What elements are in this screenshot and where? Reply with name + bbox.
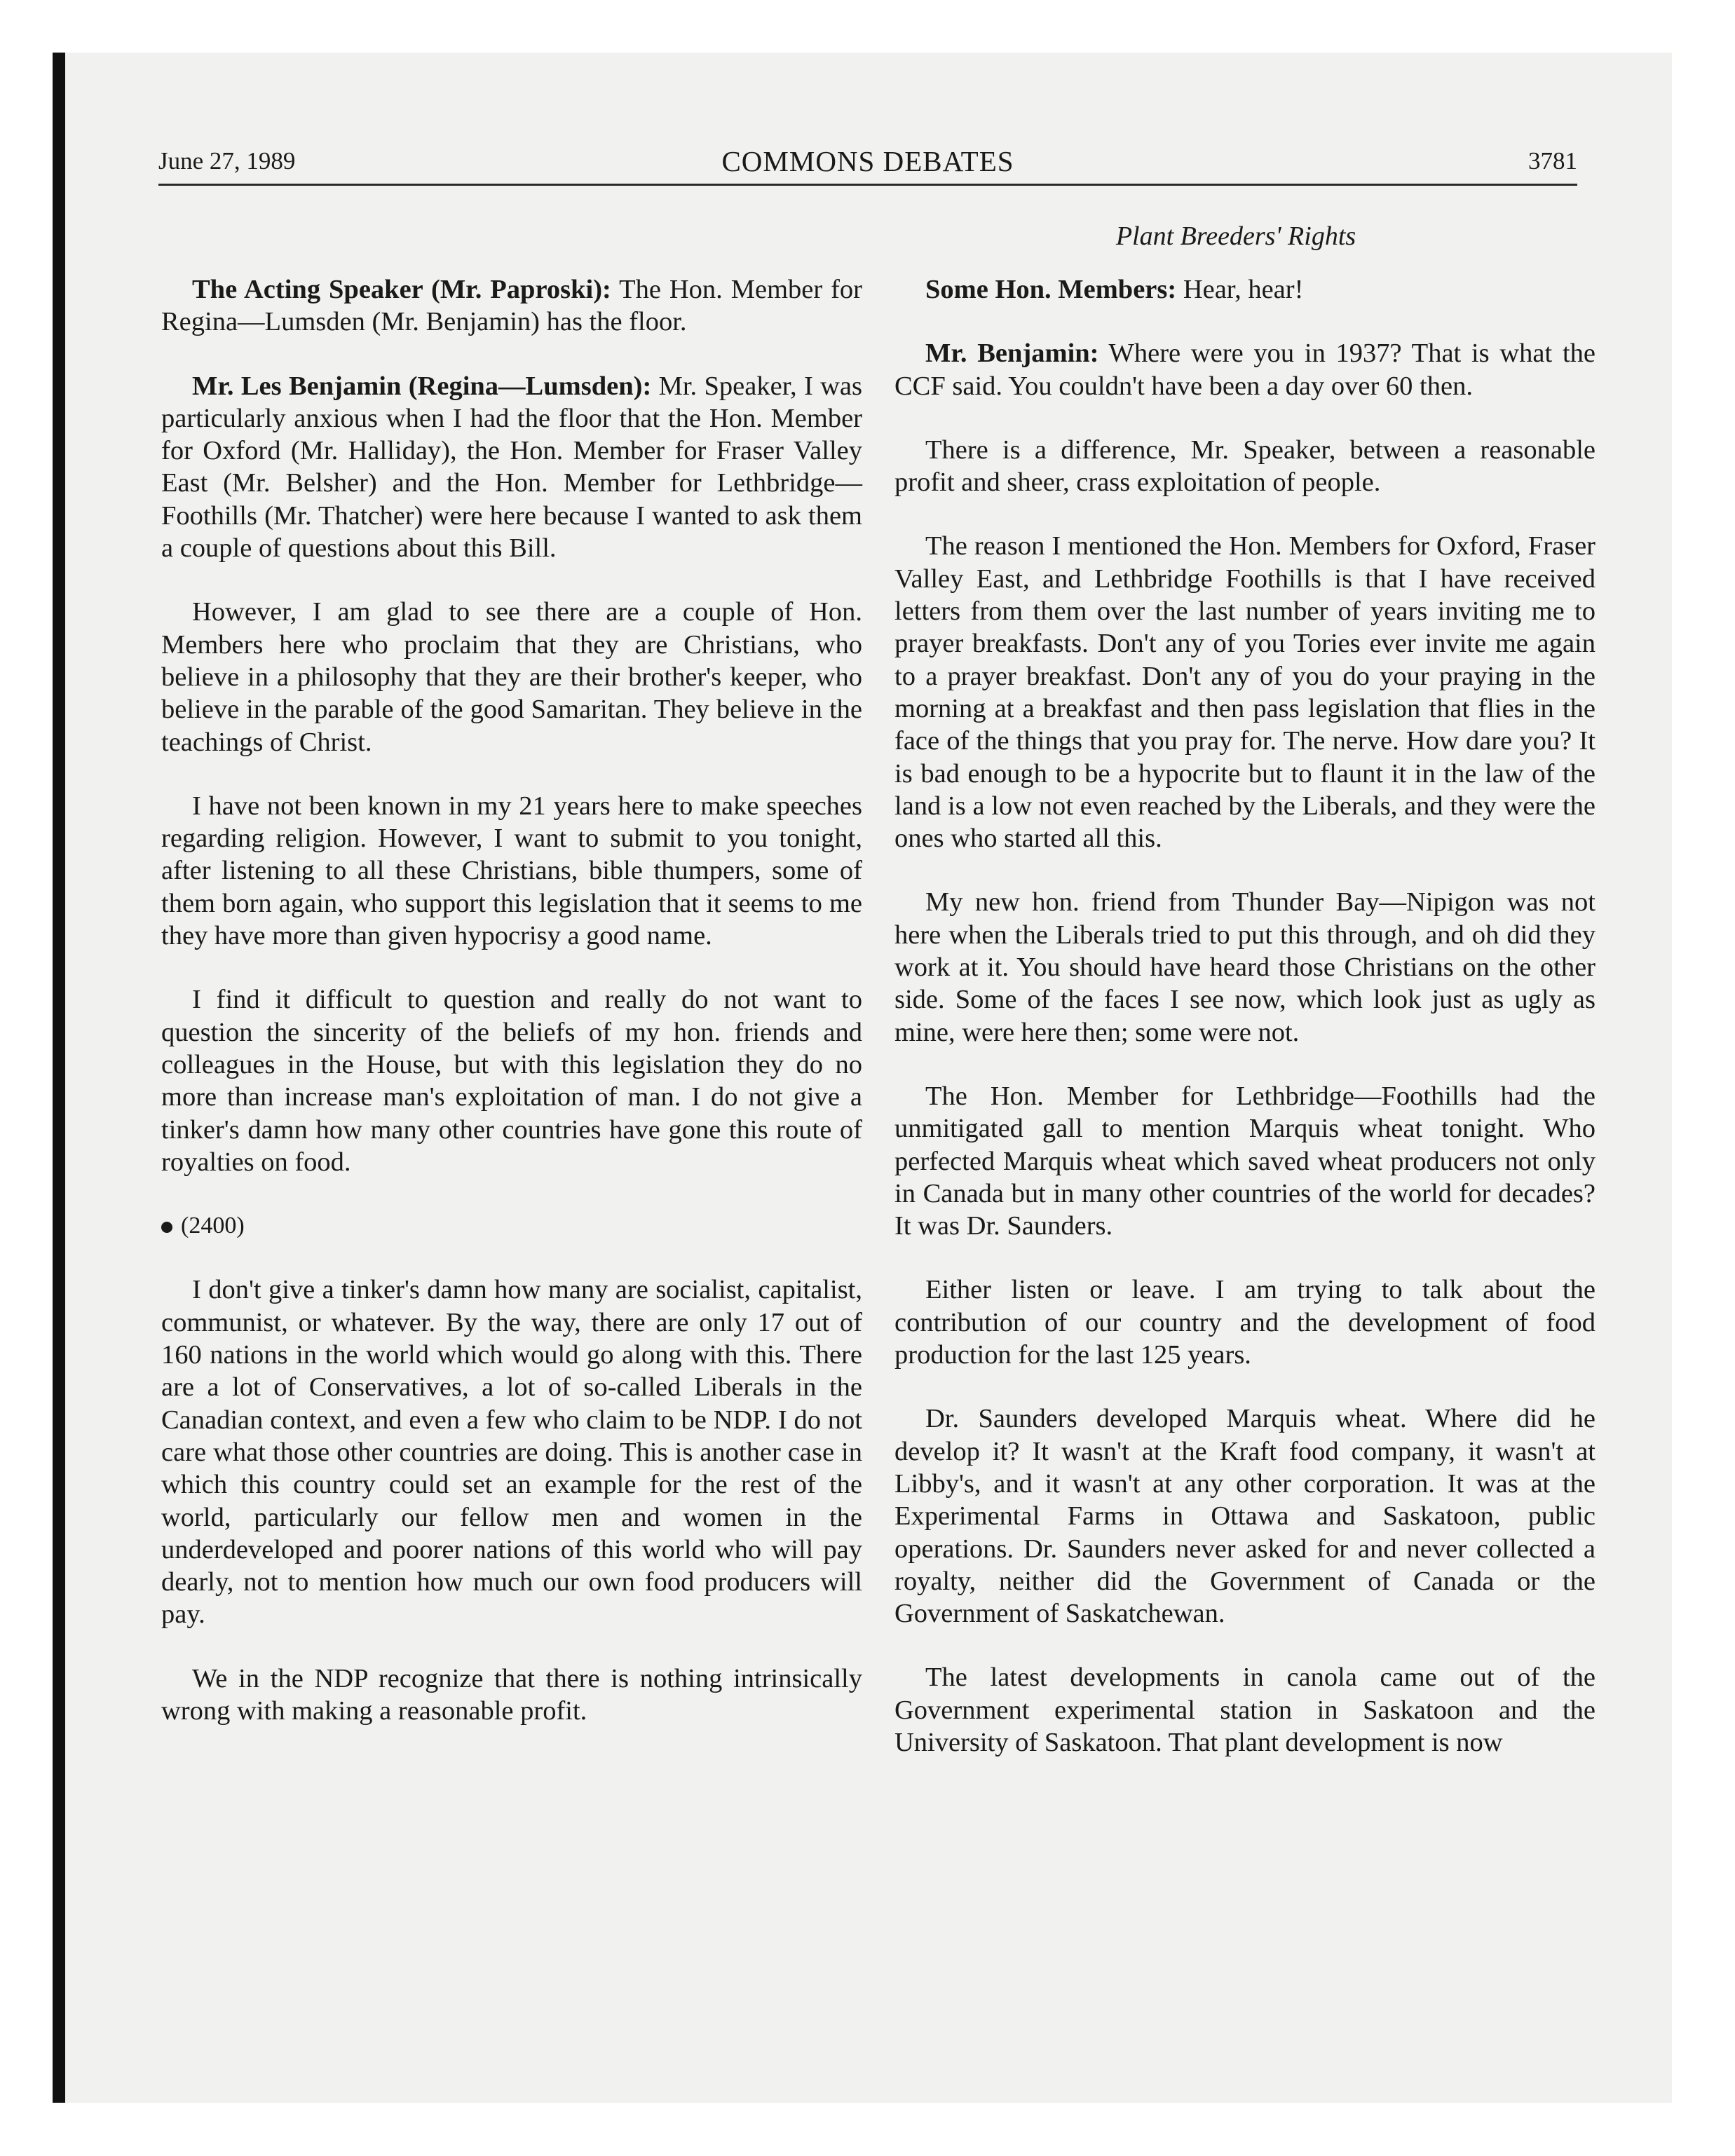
paragraph-text: I have not been known in my 21 years here to make speeches regarding religion. However, I want to submit to you tonight, after listening to all these Christians, bible thumpers, some of them born again, who support this legislation that it seems to me they have more than given hypocrisy a good name.	[161, 791, 862, 951]
paragraph-text: The Hon. Member for Regina—Lumsden (Mr. Benjamin) has the floor.	[161, 275, 863, 337]
bullet-icon	[161, 1222, 172, 1233]
paragraph-text: Where were you in 1937? That is what the CCF said. You couldn't have been a day over 60 then.	[894, 339, 1595, 401]
paragraph	[894, 337, 1595, 402]
paragraph	[894, 1661, 1595, 1759]
header-date: June 27, 1989	[158, 147, 296, 175]
paragraph	[894, 273, 1595, 306]
paragraph-text: I don't give a tinker's damn how many are socialist, capitalist, communist, or whatever. By the way, there are only 17 out of 160 nations in the world which would go along with this. There are a lot of Conservatives, a lot of so-called Liberals in the Canadian context, and even a few who claim to be NDP. I do not care what those other countries are doing. This is another case in which this country could set an example for the rest of the world, particularly our fellow men and women in the underdeveloped and poorer nations of this world who will pay dearly, not to mention how much our own food producers will pay.	[161, 1275, 862, 1630]
paragraph-text: The reason I mentioned the Hon. Members for Oxford, Fraser Valley East, and Lethbridge Foothills is that I have received letters from them over the last number of years inviting me to prayer breakfasts. Don't any of you Tories ever invite me again to a prayer breakfast. Don't any of you do your praying in the morning at a breakfast and then pass legislation that flies in the face of the things that you pray for. The nerve. How dare you? It is bad enough to be a hypocrite but to flaunt it in the law of the land is a low not even reached by the Liberals, and they were the ones who started all this.	[894, 531, 1595, 854]
page-header	[158, 140, 1577, 182]
header-journal-title: COMMONS DEBATES	[721, 145, 1014, 177]
paragraph-text: There is a difference, Mr. Speaker, between a reasonable profit and sheer, crass exploitation of people.	[894, 435, 1595, 498]
paragraph-text: We in the NDP recognize that there is nothing intrinsically wrong with making a reasonable profit.	[161, 1663, 862, 1726]
page-binding-edge	[53, 53, 65, 2103]
paragraph	[161, 983, 862, 1178]
paragraph	[894, 434, 1595, 499]
paragraph	[894, 1274, 1595, 1371]
paragraph	[161, 273, 862, 339]
paragraph-text: Hear, hear!	[1176, 275, 1304, 304]
paragraph-text: The Hon. Member for Lethbridge—Foothills had the unmitigated gall to mention Marquis wheat tonight. Who perfected Marquis wheat which saved wheat producers not only in Canada but in many other countries of the world for decades? It was Dr. Saunders.	[894, 1081, 1595, 1241]
time-marker-text: (2400)	[181, 1213, 245, 1239]
left-column	[161, 273, 862, 1759]
paragraph	[894, 886, 1595, 1048]
paragraph-text: Dr. Saunders developed Marquis wheat. Where did he develop it? It wasn't at the Kraft food company, it wasn't at Libby's, and it wasn't at any other corporation. It was at the Experimental Farms in Ottawa and Saskatoon, public operations. Dr. Saunders never asked for and never collected a royalty, neither did the Government of Canada or the Government of Saskatchewan.	[894, 1404, 1595, 1629]
paragraph	[161, 1663, 862, 1728]
speaker-name: Some Hon. Members:	[925, 275, 1177, 304]
speaker-name: Mr. Les Benjamin (Regina—Lumsden):	[192, 371, 652, 401]
paragraph-text: Mr. Speaker, I was particularly anxious when I had the floor that the Hon. Member for Oxford (Mr. Halliday), the Hon. Member for Fraser Valley East (Mr. Belsher) and the Hon. Member for Lethbridge—Foothills (Mr. Thatcher) were here because I wanted to ask them a couple of questions about this Bill.	[161, 371, 862, 564]
paragraph-text: However, I am glad to see there are a couple of Hon. Members here who proclaim that they are Christians, who believe in a philosophy that they are their brother's keeper, who believe in the parable of the good Samaritan. They believe in the teachings of Christ.	[161, 597, 862, 757]
paragraph	[161, 596, 862, 758]
speaker-name: The Acting Speaker (Mr. Paproski):	[192, 275, 611, 304]
right-column	[894, 273, 1595, 1790]
header-rule	[158, 184, 1577, 186]
paragraph-text: The latest developments in canola came out of the Government experimental station in Saskatoon and the University of Saskatoon. That plant development is now	[894, 1663, 1595, 1757]
paragraph-text: Either listen or leave. I am trying to talk about the contribution of our country and the development of food production for the last 125 years.	[894, 1275, 1595, 1370]
paragraph	[161, 1274, 862, 1630]
paragraph-text: I find it difficult to question and really do not want to question the sincerity of the beliefs of my hon. friends and colleagues in the House, but with this legislation they do no more than increase man's exploitation of man. I do not give a tinker's damn how many other countries have gone this route of royalties on food.	[161, 985, 862, 1177]
paragraph	[161, 370, 862, 565]
paragraph	[894, 1403, 1595, 1630]
paragraph	[894, 530, 1595, 854]
paragraph-text: My new hon. friend from Thunder Bay—Nipigon was not here when the Liberals tried to put this through, and oh did they work at it. You should have heard those Christians on the other side. Some of the faces I see now, which look just as ugly as mine, were here then; some were not.	[894, 887, 1595, 1047]
running-title: Plant Breeders' Rights	[1115, 221, 1356, 251]
header-page-number: 3781	[1528, 147, 1577, 175]
paragraph	[894, 1080, 1595, 1242]
paragraph	[161, 790, 862, 952]
speaker-name: Mr. Benjamin:	[925, 339, 1099, 369]
time-marker	[161, 1210, 862, 1242]
